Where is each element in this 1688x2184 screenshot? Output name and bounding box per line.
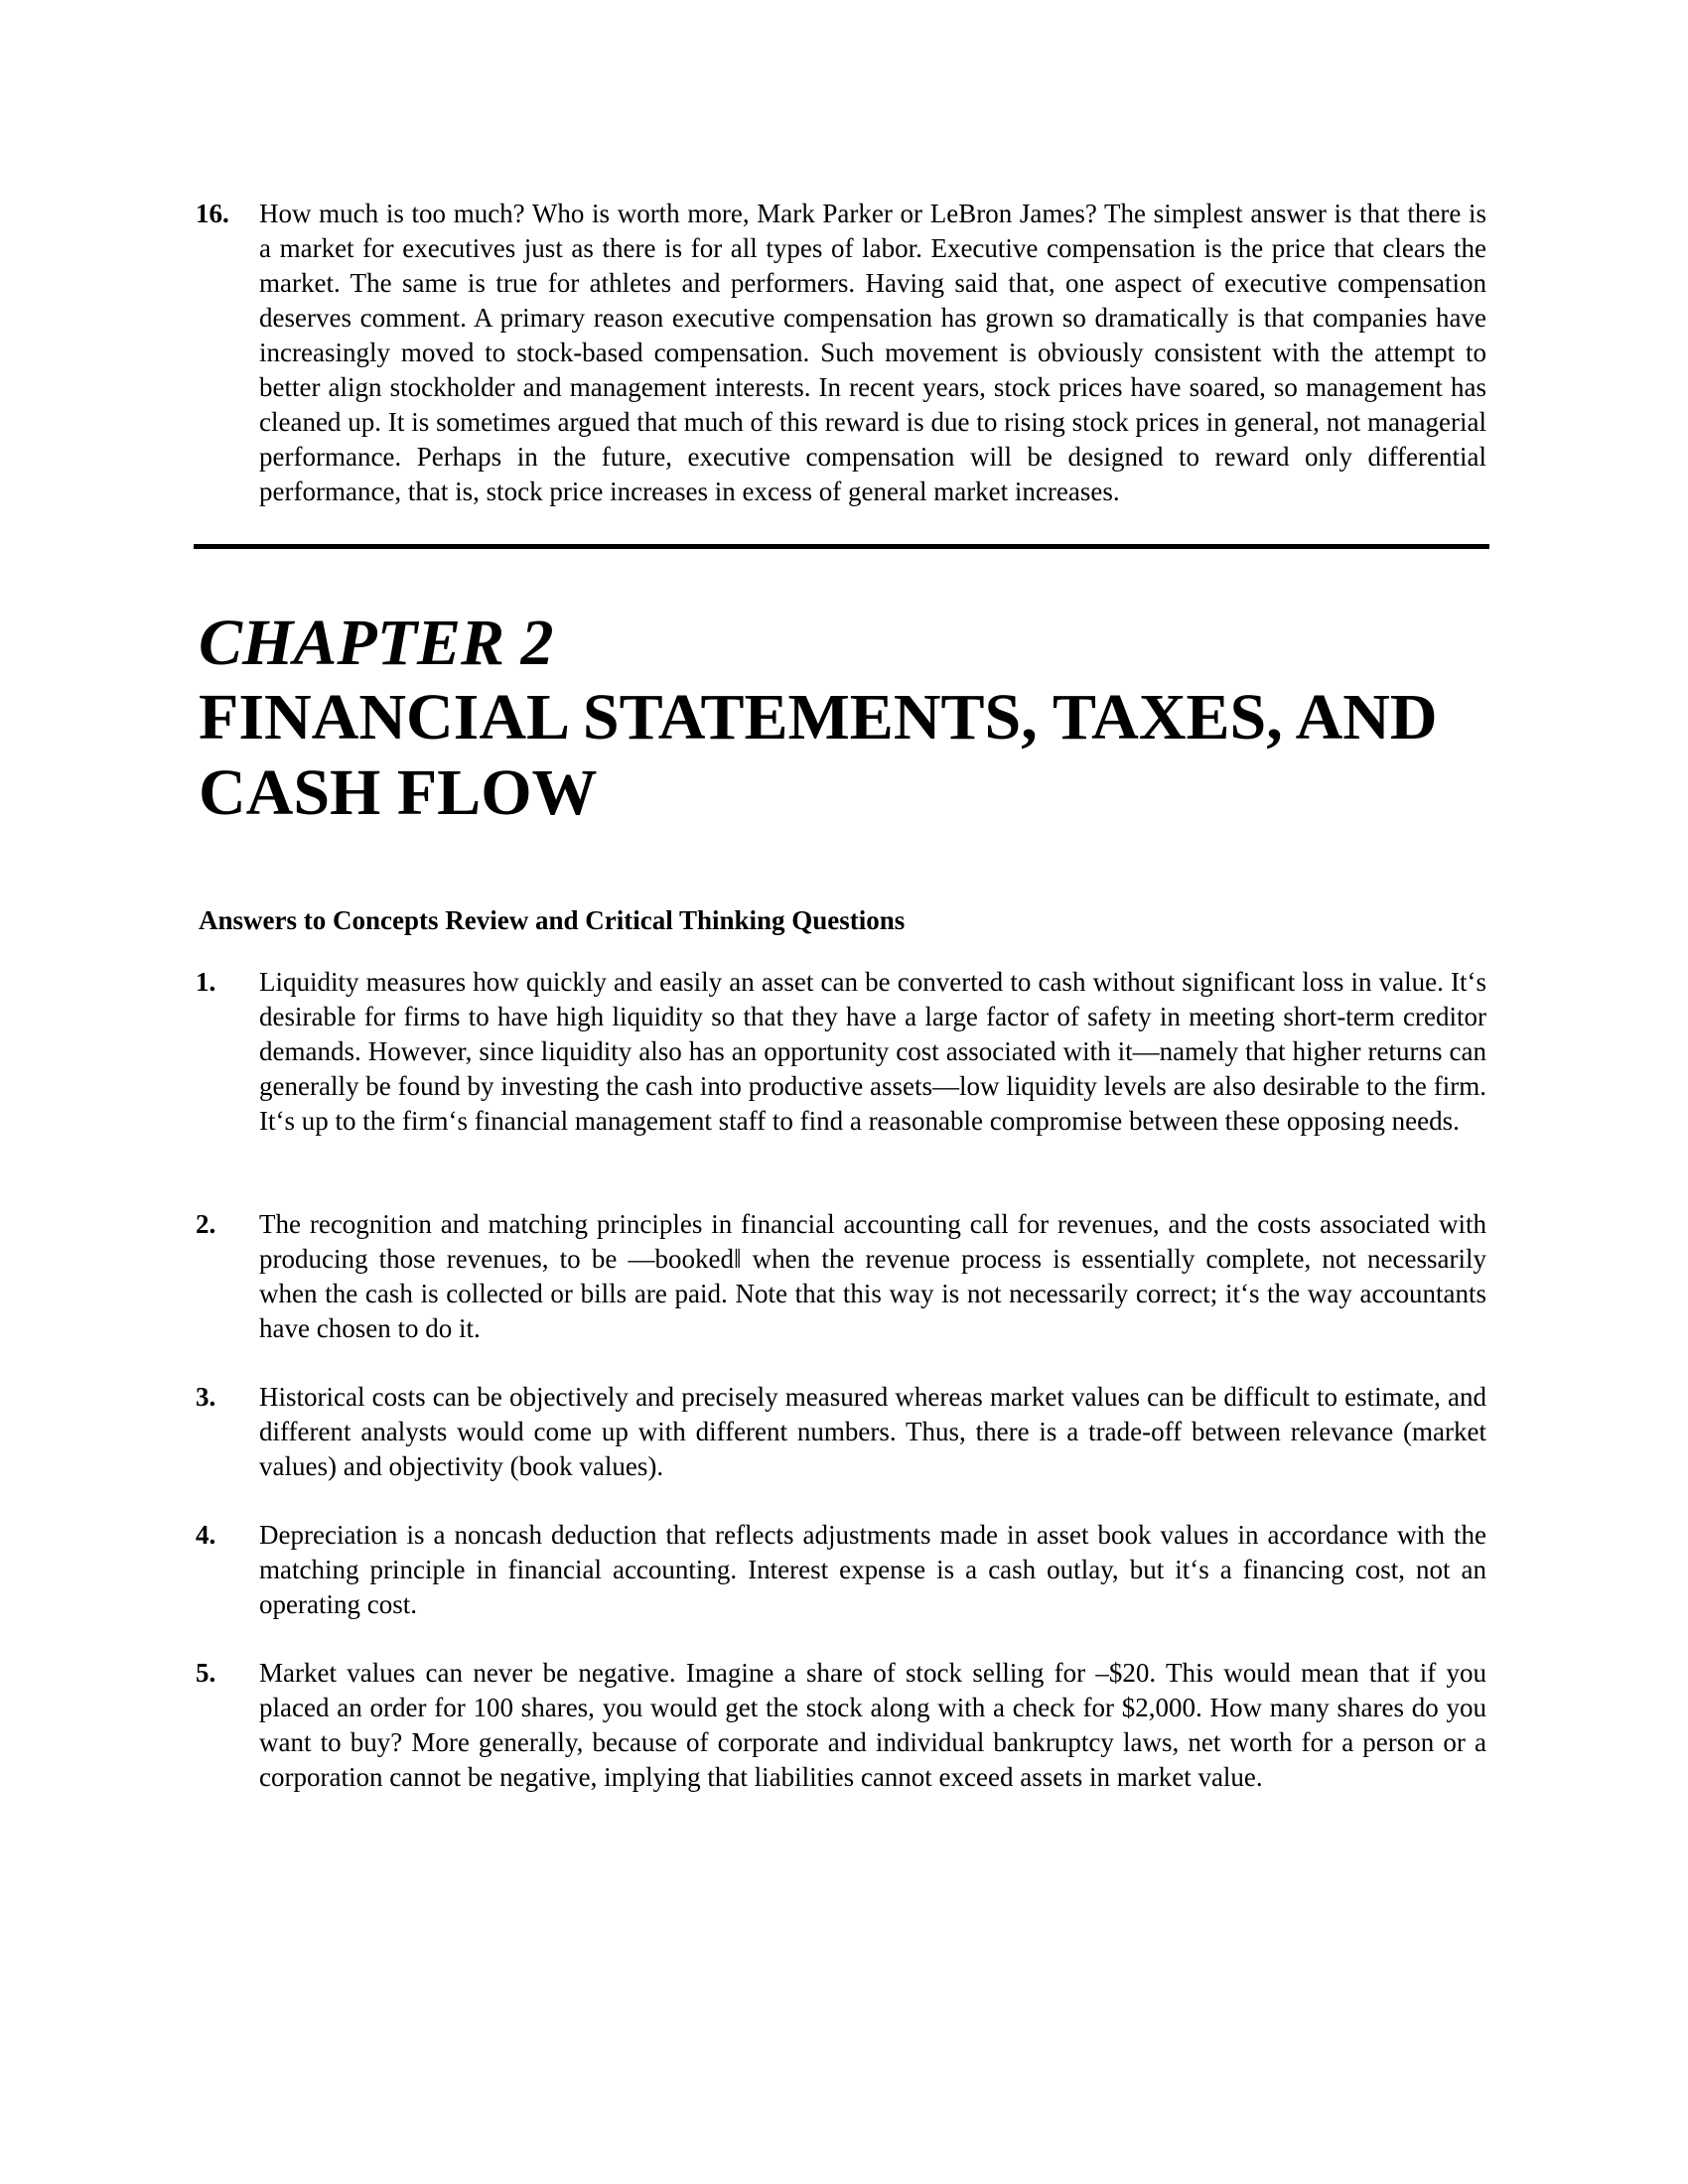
answer-number: 2. (196, 1209, 216, 1239)
answer-number: 4. (196, 1520, 216, 1550)
answer-4 (196, 1518, 1486, 1622)
answer-16 (196, 197, 1486, 509)
answer-3 (196, 1380, 1486, 1484)
answer-text: Liquidity measures how quickly and easily an asset can be converted to cash without significant loss in value. It‘s desirable for firms to have high liquidity so that they have a large factor of safety in meeting short-term creditor demands. However, since liquidity also has an opportunity cost associated with it—namely that higher returns can generally be found by investing the cash into productive assets—low liquidity levels are also desirable to the firm. It‘s up to the firm‘s financial management staff to find a reasonable compromise between these opposing needs. (259, 967, 1486, 1136)
section-heading: Answers to Concepts Review and Critical Thinking Questions (199, 905, 906, 935)
answer-text: Historical costs can be objectively and precisely measured whereas market values can be difficult to estimate, and different analysts would come up with different numbers. Thus, there is a trade-off between relevance (market values) and objectivity (book values). (259, 1382, 1486, 1481)
section-divider (194, 544, 1489, 549)
answer-text: How much is too much? Who is worth more, Mark Parker or LeBron James? The simplest answer is that there is a market for executives just as there is for all types of labor. Executive compensation is the price that clears the market. The same is true for athletes and performers. Having said that, one aspect of executive compensation deserves comment. A primary reason executive compensation has grown so dramatically is that companies have increasingly moved to stock-based compensation. Such movement is obviously consistent with the attempt to better align stockholder and management interests. In recent years, stock prices have soared, so management has cleaned up. It is sometimes argued that much of this reward is due to rising stock prices in general, not managerial performance. Perhaps in the future, executive compensation will be designed to reward only differential performance, that is, stock price increases in excess of general market increases. (259, 199, 1486, 506)
answer-number: 16. (196, 199, 229, 228)
chapter-number: CHAPTER 2 (199, 607, 554, 679)
answer-2 (196, 1207, 1486, 1346)
answer-number: 1. (196, 967, 216, 997)
answer-1 (196, 965, 1486, 1139)
chapter-title: FINANCIAL STATEMENTS, TAXES, AND CASH FLOW (199, 681, 1438, 829)
answer-text: Market values can never be negative. Imagine a share of stock selling for –$20. This would mean that if you placed an order for 100 shares, you would get the stock along with a check for $2,000. How many shares do you want to buy? More generally, because of corporate and individual bankruptcy laws, net worth for a person or a corporation cannot be negative, implying that liabilities cannot exceed assets in market value. (259, 1658, 1486, 1792)
answer-number: 5. (196, 1658, 216, 1688)
answer-text: The recognition and matching principles in financial accounting call for revenues, and the costs associated with producing those revenues, to be ―booked‖ when the revenue process is essentially complete, not necessarily when the cash is collected or bills are paid. Note that this way is not necessarily correct; it‘s the way accountants have chosen to do it. (259, 1209, 1486, 1343)
answer-text: Depreciation is a noncash deduction that reflects adjustments made in asset book values in accordance with the matching principle in financial accounting. Interest expense is a cash outlay, but it‘s a financing cost, not an operating cost. (259, 1520, 1486, 1619)
answer-5 (196, 1656, 1486, 1795)
answer-number: 3. (196, 1382, 216, 1412)
